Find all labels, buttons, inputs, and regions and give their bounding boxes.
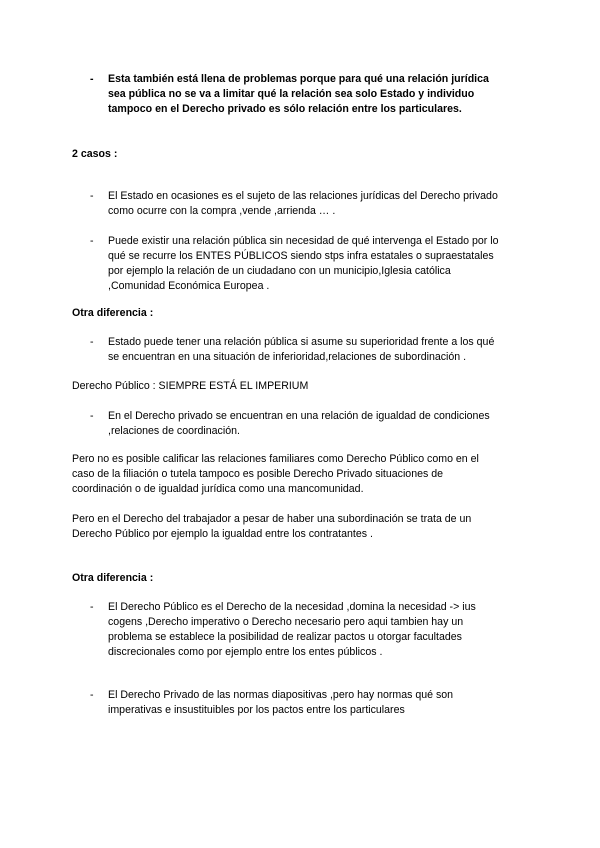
bullet-dash: - bbox=[90, 601, 94, 613]
text-line: se encuentran en una situación de inferioridad,relaciones de subordinación . bbox=[108, 351, 467, 363]
bullet-dash: - bbox=[90, 235, 94, 247]
text-line: Pero no es posible calificar las relaciones familiares como Derecho Público como en el bbox=[72, 453, 479, 465]
paragraph bbox=[72, 452, 522, 497]
bullet-dash: - bbox=[90, 410, 94, 422]
text-line: El Derecho Público es el Derecho de la necesidad ,domina la necesidad -> ius bbox=[108, 601, 476, 613]
text-line: imperativas e insustituibles por los pactos entre los particulares bbox=[108, 704, 405, 716]
bullet-text bbox=[108, 234, 516, 294]
text-line: Esta también está llena de problemas porque para qué una relación jurídica bbox=[108, 73, 489, 85]
paragraph bbox=[72, 512, 522, 542]
text-line: sea pública no se va a limitar qué la relación sea solo Estado y individuo bbox=[108, 88, 475, 100]
bullet-text bbox=[108, 409, 516, 439]
text-line: En el Derecho privado se encuentran en una relación de igualdad de condiciones bbox=[108, 410, 490, 422]
bullet-dash: - bbox=[90, 190, 94, 202]
text-line: El Derecho Privado de las normas diapositivas ,pero hay normas qué son bbox=[108, 689, 454, 701]
text-line: problema se establece la posibilidad de realizar pactos u otorgar facultades bbox=[108, 631, 462, 643]
bullet-text bbox=[108, 688, 516, 718]
bullet-dash: - bbox=[90, 689, 94, 701]
text-line: como ocurre con la compra ,vende ,arrienda … . bbox=[108, 205, 336, 217]
text-line: cogens ,Derecho imperativo o Derecho necesario pero aqui tambien hay un bbox=[108, 616, 464, 628]
text-line: Puede existir una relación pública sin necesidad de qué intervenga el Estado por lo bbox=[108, 235, 499, 247]
text-line: caso de la filiación o tutela tampoco es posible Derecho Privado situaciones de bbox=[72, 468, 443, 480]
text-line: por ejemplo la relación de un ciudadano con un municipio,Iglesia católica bbox=[108, 265, 451, 277]
text-line: Derecho Público por ejemplo la igualdad entre los contratantes . bbox=[72, 528, 373, 540]
paragraph: Derecho Público : SIEMPRE ESTÁ EL IMPERIUM bbox=[72, 380, 309, 392]
bullet-text bbox=[108, 600, 516, 660]
section-heading: Otra diferencia : bbox=[72, 307, 154, 319]
bullet-text bbox=[108, 189, 516, 219]
text-line: tampoco en el Derecho privado es sólo relación entre los particulares. bbox=[108, 103, 462, 115]
section-heading: Otra diferencia : bbox=[72, 572, 154, 584]
text-line: ,relaciones de coordinación. bbox=[108, 425, 240, 437]
text-line: coordinación o de igualdad jurídica como una mancomunidad. bbox=[72, 483, 364, 495]
text-line: ,Comunidad Económica Europea . bbox=[108, 280, 270, 292]
bullet-dash: - bbox=[90, 336, 94, 348]
text-line: Estado puede tener una relación pública si asume su superioridad frente a los qué bbox=[108, 336, 495, 348]
text-line: qué se recurre los ENTES PÚBLICOS siendo stps infra estatales o supraestatales bbox=[108, 250, 494, 262]
text-line: discrecionales como por ejemplo entre los entes públicos . bbox=[108, 646, 383, 658]
section-heading: 2 casos : bbox=[72, 148, 118, 160]
bullet-dash: - bbox=[90, 73, 94, 85]
bullet-text bbox=[108, 335, 516, 365]
text-line: Pero en el Derecho del trabajador a pesar de haber una subordinación se trata de un bbox=[72, 513, 472, 525]
text-line: El Estado en ocasiones es el sujeto de las relaciones jurídicas del Derecho privado bbox=[108, 190, 498, 202]
bullet-text bbox=[108, 72, 516, 117]
